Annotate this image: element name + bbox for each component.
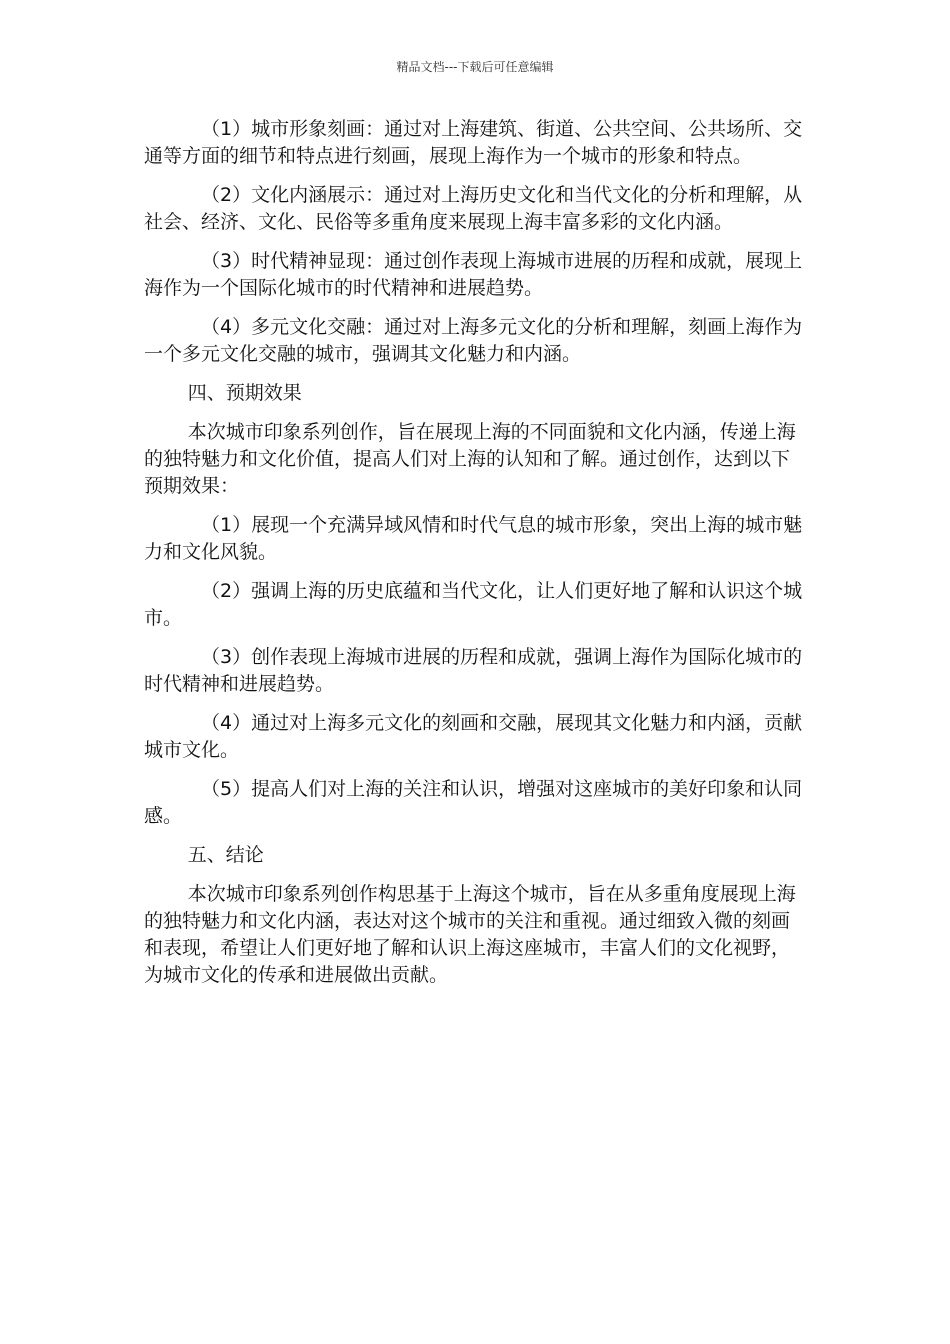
list-item-effect-5: （5）提高人们对上海的关注和认识，增强对这座城市的美好印象和认同感。 [144,778,803,827]
list-item-effect-3: （3）创作表现上海城市进展的历程和成就，强调上海作为国际化城市的时代精神和进展趋势。 [144,646,803,695]
list-item-city-image: （1）城市形象刻画：通过对上海建筑、街道、公共空间、公共场所、交通等方面的细节和特点进行刻画，展现上海作为一个城市的形象和特点。 [144,118,803,167]
section-heading-conclusion: 五、结论 [187,844,264,866]
page-header: 精品文档---下载后可任意编辑 [396,60,554,74]
section-heading-expected-effects: 四、预期效果 [187,382,302,404]
list-item-era-spirit: （3）时代精神显现：通过创作表现上海城市进展的历程和成就，展现上海作为一个国际化城市的时代精神和进展趋势。 [144,250,803,299]
paragraph-expected-effects-intro: 本次城市印象系列创作，旨在展现上海的不同面貌和文化内涵，传递上海的独特魅力和文化价值，提高人们对上海的认知和了解。通过创作，达到以下预期效果： [144,421,796,497]
list-item-effect-2: （2）强调上海的历史底蕴和当代文化，让人们更好地了解和认识这个城市。 [144,580,803,629]
document-body [144,116,808,1001]
list-item-multicultural: （4）多元文化交融：通过对上海多元文化的分析和理解，刻画上海作为一个多元文化交融的城市，强调其文化魅力和内涵。 [144,316,803,365]
list-item-cultural-connotation: （2）文化内涵展示：通过对上海历史文化和当代文化的分析和理解，从社会、经济、文化、民俗等多重角度来展现上海丰富多彩的文化内涵。 [144,184,803,233]
list-item-effect-1: （1）展现一个充满异域风情和时代气息的城市形象，突出上海的城市魅力和文化风貌。 [144,514,803,563]
paragraph-conclusion: 本次城市印象系列创作构思基于上海这个城市，旨在从多重角度展现上海的独特魅力和文化内涵，表达对这个城市的关注和重视。通过细致入微的刻画和表现，希望让人们更好地了解和认识上海这座城市，丰富人们的文化视野，为城市文化的传承和进展做出贡献。 [144,883,796,986]
list-item-effect-4: （4）通过对上海多元文化的刻画和交融，展现其文化魅力和内涵，贡献城市文化。 [144,712,803,761]
